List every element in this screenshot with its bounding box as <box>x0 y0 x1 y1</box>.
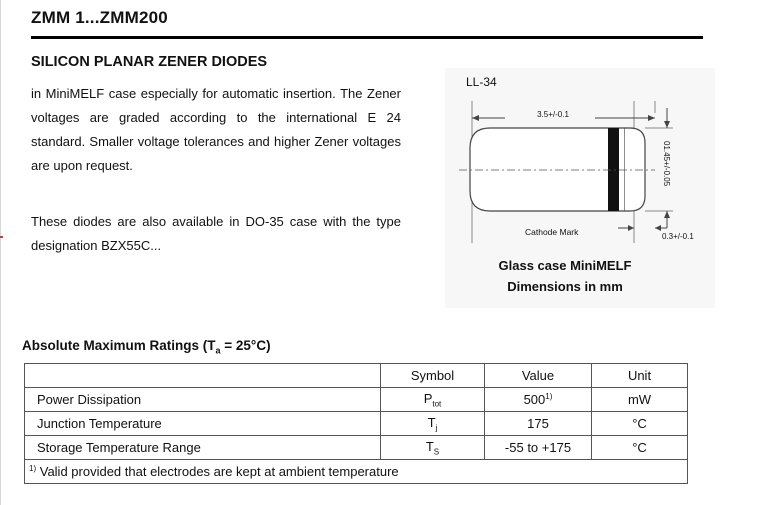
table-row <box>25 388 688 412</box>
diagram-caption: Glass case MiniMELF <box>498 258 632 273</box>
footnote-row <box>25 460 688 484</box>
page-edge <box>0 0 1 505</box>
unit-cell: mW <box>592 388 688 412</box>
unit-cell: °C <box>592 436 688 460</box>
ratings-heading: Absolute Maximum Ratings $(T_a = 25^\circ C)$ <box>22 338 271 356</box>
parameter-cell: Storage Temperature Range <box>25 436 381 460</box>
table-row <box>25 436 688 460</box>
cathode-band <box>608 128 619 211</box>
length-dimension-label: 3.5+/-0.1 <box>537 110 569 119</box>
value-cell: 500$^{1)}$ <box>485 388 592 412</box>
diameter-dimension-label: 01.45+/-0.05 <box>662 141 671 187</box>
header-value: Value <box>485 364 592 388</box>
description-paragraph: in MiniMELF case especially for automatic insertion. The Zener voltages are graded according to the international E 24 standard. Smaller voltage tolerances and higher Zener voltages are upon request. <box>31 86 401 173</box>
table-row <box>25 412 688 436</box>
header-symbol: Symbol <box>381 364 485 388</box>
header-unit: Unit <box>592 364 688 388</box>
symbol-cell: $T_S$ <box>381 436 485 460</box>
package-label: LL-34 <box>466 75 497 89</box>
document-title: ZMM 1...ZMM200 <box>31 8 168 27</box>
header-parameter <box>25 364 381 388</box>
section-subtitle: SILICON PLANAR ZENER DIODES <box>31 54 268 70</box>
value-cell: -55 to +175 <box>485 436 592 460</box>
parameter-cell: Power Dissipation <box>25 388 381 412</box>
margin-mark <box>0 236 3 238</box>
availability-paragraph: These diodes are also available in DO-35 case with the type designation BZX55C... <box>31 214 401 253</box>
ratings-table <box>24 363 688 484</box>
footnote-cell: $^{1)}$ Valid provided that electrodes are kept at ambient temperature <box>25 460 688 484</box>
symbol-cell: $P_{tot}$ <box>381 388 485 412</box>
title-rule <box>31 36 703 39</box>
table-header-row <box>25 364 688 388</box>
cathode-mark-label: Cathode Mark <box>525 227 579 237</box>
diagram-units-caption: Dimensions in mm <box>507 279 623 294</box>
end-dimension-label: 0.3+/-0.1 <box>662 232 694 241</box>
unit-cell: °C <box>592 412 688 436</box>
symbol-cell: $T_j$ <box>381 412 485 436</box>
value-cell: 175 <box>485 412 592 436</box>
parameter-cell: Junction Temperature <box>25 412 381 436</box>
